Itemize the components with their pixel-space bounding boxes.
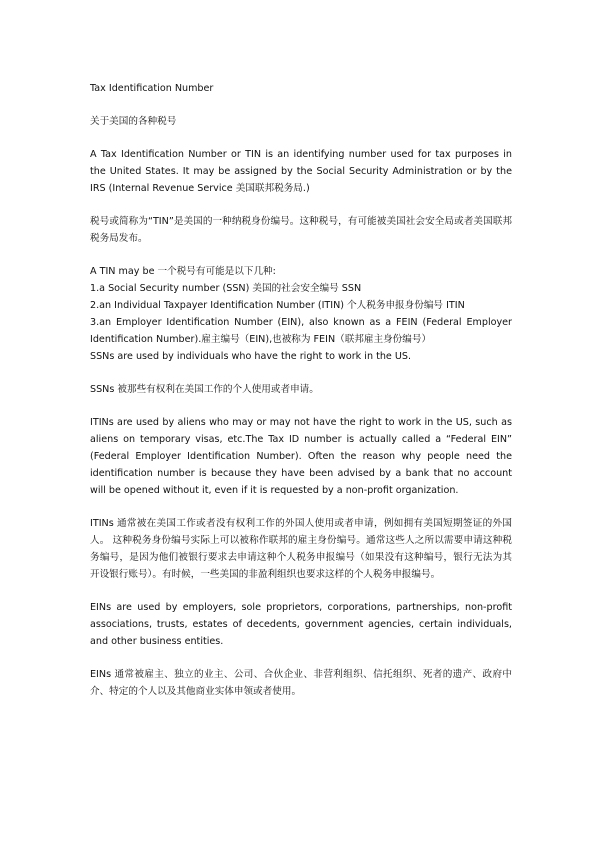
ein-paragraph-cn: EINs 通常被雇主、独立的业主、公司、合伙企业、非营利组织、信托组织、死者的遗产、政府中介、特定的个人以及其他商业实体申领或者使用。 xyxy=(90,669,512,697)
document-subtitle: 关于美国的各种税号 xyxy=(90,116,177,127)
itin-paragraph-cn: ITINs 通常被在美国工作或者没有权利工作的外国人使用或者申请，例如拥有美国短期签证的外国人。 这种税务身份编号实际上可以被称作联邦的雇主身份编号。通常这些人之所以需要申请这种税务编号，是因为他们被银行要求去申请这种个人税务申报编号（如果没有这种编号，银行无法为其开设银行账号）。有时候，一些美国的非盈利组织也要求这样的个人税务申报编号。 xyxy=(90,518,512,580)
ssn-paragraph-en: SSNs are used by individuals who have the right to work in the US. xyxy=(90,351,412,362)
tin-types-list xyxy=(90,263,512,348)
ein-paragraph-en: EINs are used by employers, sole proprietors, corporations, partnerships, non-profit associations, trusts, estates of decedents, government agencies, certain individuals, and other business entities. xyxy=(90,602,512,647)
list-item-itin: 2.an Individual Taxpayer Identification Number (ITIN) 个人税务申报身份编号 ITIN xyxy=(90,300,465,311)
intro-paragraph-cn: 税号或简称为“TIN”是美国的一种纳税身份编号。这种税号，有可能被美国社会安全局或者美国联邦税务局发布。 xyxy=(90,216,512,244)
document-page xyxy=(90,80,512,716)
ssn-paragraph-cn: SSNs 被那些有权利在美国工作的个人使用或者申请。 xyxy=(90,384,319,395)
list-item-ein: 3.an Employer Identification Number (EIN), also known as a FEIN (Federal Employer Identification Number).雇主编号（EIN),也被称为 FEIN（联邦雇主身份编号） xyxy=(90,317,512,345)
itin-paragraph-en: ITINs are used by aliens who may or may not have the right to work in the US, such as aliens on temporary visas, etc.The Tax ID number is actually called a “Federal EIN” (Federal Employer Identification Number). Often the reason why people need the identification number is because they have been advised by a bank that no account will be opened without it, even if it is requested by a non-profit organization. xyxy=(90,417,512,496)
intro-paragraph-en: A Tax Identification Number or TIN is an identifying number used for tax purposes in the United States. It may be assigned by the Social Security Administration or by the IRS (Internal Revenue Service 美国联邦税务局.) xyxy=(90,149,512,194)
document-title: Tax Identification Number xyxy=(90,83,214,94)
list-intro: A TIN may be 一个税号有可能是以下几种: xyxy=(90,266,276,277)
list-item-ssn: 1.a Social Security number (SSN) 美国的社会安全编号 SSN xyxy=(90,283,362,294)
